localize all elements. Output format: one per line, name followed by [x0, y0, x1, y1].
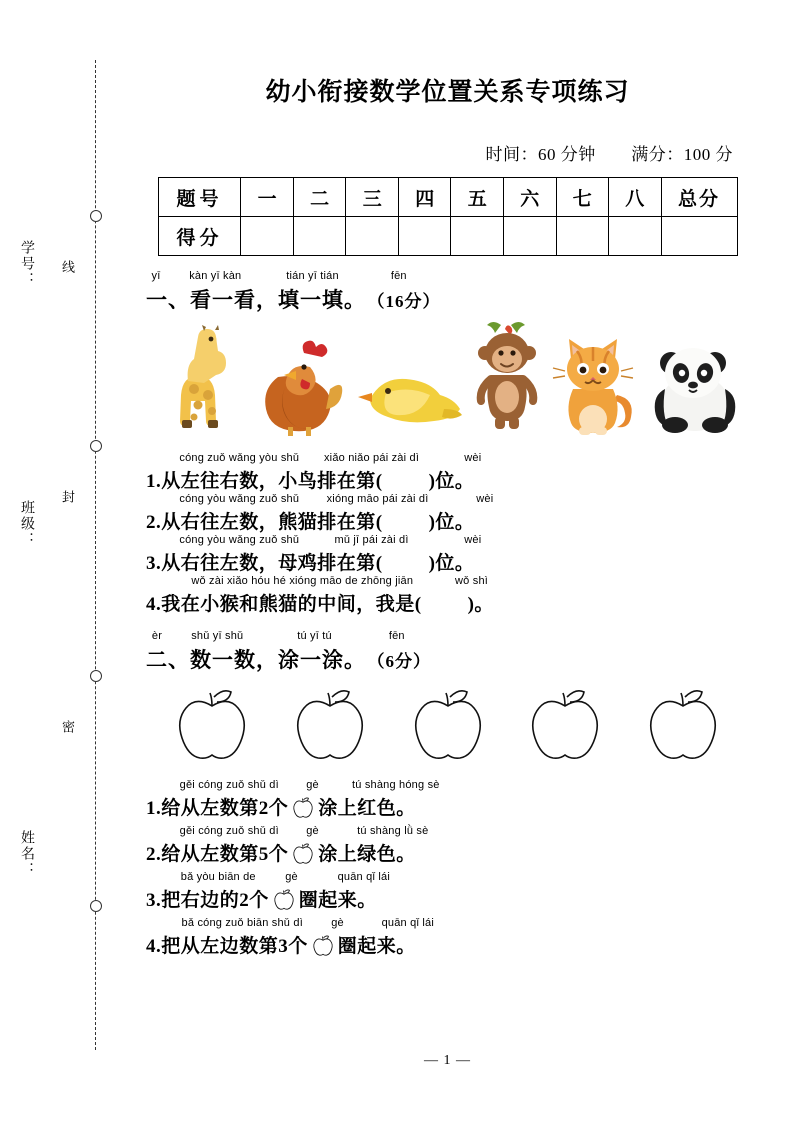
pinyin-fen: fēn	[390, 270, 407, 282]
pinyin-er: èr	[151, 630, 163, 642]
section-1-pinyin	[146, 270, 755, 284]
pinyin-q22-c: tú shàng lǜ sè	[357, 825, 429, 837]
pinyin-q22-a: gěi cóng zuǒ shǔ dì	[179, 825, 279, 837]
score-cell-3[interactable]	[346, 217, 399, 256]
question-1-4-pinyin	[146, 575, 755, 589]
pinyin-yi: yī	[151, 270, 161, 282]
question-1-4-text	[146, 589, 755, 616]
score-table-col-4: 四	[398, 178, 451, 217]
pinyin-q21-b: gè	[306, 779, 319, 791]
pinyin-q13-a: cóng yòu wǎng zuǒ shǔ	[179, 534, 300, 546]
question-1-4-suffix: )。	[467, 594, 494, 615]
question-2-2-pinyin	[146, 825, 755, 839]
margin-field-class: 班级：	[20, 500, 36, 548]
pinyin-q23-a: bǎ yòu biān de	[180, 871, 256, 883]
section-2-header	[140, 630, 755, 674]
animal-monkey	[471, 319, 543, 442]
question-1-1-text	[146, 466, 755, 493]
question-1-1-prefix: 1.从左往右数，小鸟排在第(	[146, 471, 383, 492]
question-2-4-suffix: 圈起来。	[337, 936, 416, 957]
question-2-3-pinyin	[146, 871, 755, 885]
seal-char-feng: 封	[60, 490, 75, 505]
binding-hole-1	[90, 210, 102, 222]
binding-hole-4	[90, 900, 102, 912]
pinyin-kanyikan: kàn yī kàn	[189, 270, 242, 282]
score-table-col-total: 总分	[661, 178, 737, 217]
section-1-title	[146, 284, 755, 314]
question-2-3	[146, 871, 755, 917]
seal-char-xian: 线	[60, 260, 75, 275]
question-2-4-prefix: 4.把从左边数第3个	[146, 936, 308, 957]
question-1-3-pinyin	[146, 534, 755, 548]
pinyin-q13-c: wèi	[464, 534, 482, 546]
question-1-2-prefix: 2.从右往左数，熊猫排在第(	[146, 512, 383, 533]
question-1-2-pinyin	[146, 493, 755, 507]
question-2-1-suffix: 涂上红色。	[318, 798, 416, 819]
score-table-col-6: 六	[503, 178, 556, 217]
pinyin-q24-b: gè	[331, 917, 344, 929]
question-1-3-suffix: )位。	[428, 553, 475, 574]
pinyin-q21-a: gěi cóng zuǒ shǔ dì	[179, 779, 279, 791]
apple-outline-3[interactable]	[406, 688, 490, 769]
pinyin-q11-a: cóng zuǒ wǎng yòu shǔ	[179, 452, 300, 464]
question-2-4-text	[146, 931, 755, 963]
question-2-1-pinyin	[146, 779, 755, 793]
section-1-title-text: 一、看一看，填一填。	[146, 288, 366, 312]
question-2-1-prefix: 1.给从左数第2个	[146, 798, 289, 819]
pinyin-fen-2: fēn	[388, 630, 405, 642]
score-cell-7[interactable]	[556, 217, 609, 256]
apple-outline-2[interactable]	[288, 688, 372, 769]
question-1-4-prefix: 4.我在小猴和熊猫的中间，我是(	[146, 594, 422, 615]
pinyin-q11-c: wèi	[464, 452, 482, 464]
score-table-col-7: 七	[556, 178, 609, 217]
pinyin-q21-c: tú shàng hóng sè	[351, 779, 440, 791]
section-2-title-text: 二、数一数，涂一涂。	[146, 648, 366, 672]
full-score-label: 满分：100 分	[631, 145, 733, 164]
exam-meta	[140, 140, 755, 165]
question-1-2-suffix: )位。	[428, 512, 475, 533]
apple-outline-1[interactable]	[170, 688, 254, 769]
question-1-2-text	[146, 507, 755, 534]
pinyin-q12-b: xióng māo pái zài dì	[326, 493, 429, 505]
margin-field-student-number: 学号：	[20, 240, 36, 288]
apple-row	[170, 688, 725, 769]
question-2-3-suffix: 圈起来。	[298, 890, 377, 911]
score-cell-8[interactable]	[609, 217, 662, 256]
seal-char-mi: 密	[60, 720, 75, 735]
animal-row	[158, 322, 741, 442]
question-2-3-text	[146, 885, 755, 917]
question-1-4	[146, 575, 755, 616]
section-1-score: （16分）	[376, 292, 441, 311]
animal-bird	[352, 365, 464, 442]
apple-icon-inline-1	[291, 803, 315, 824]
score-table-score-row	[158, 217, 737, 256]
score-table-col-5: 五	[451, 178, 504, 217]
pinyin-tuyitu: tú yī tú	[297, 630, 332, 642]
score-table-col-3: 三	[346, 178, 399, 217]
animal-panda	[645, 341, 741, 442]
score-cell-5[interactable]	[451, 217, 504, 256]
score-cell-2[interactable]	[293, 217, 346, 256]
score-table-col-8: 八	[609, 178, 662, 217]
question-1-3	[146, 534, 755, 575]
animal-giraffe	[158, 325, 244, 442]
pinyin-q14-b: wǒ shì	[455, 575, 489, 587]
score-cell-total[interactable]	[661, 217, 737, 256]
score-cell-6[interactable]	[503, 217, 556, 256]
binding-hole-2	[90, 440, 102, 452]
score-table-label-question-no: 题号	[158, 178, 241, 217]
apple-outline-5[interactable]	[641, 688, 725, 769]
pinyin-q24-a: bǎ cóng zuǒ biān shǔ dì	[181, 917, 303, 929]
pinyin-q24-c: quān qǐ lái	[381, 917, 434, 929]
time-label: 时间：60 分钟	[485, 145, 596, 164]
section-2-pinyin	[146, 630, 755, 644]
score-table-col-2: 二	[293, 178, 346, 217]
question-2-4-pinyin	[146, 917, 755, 931]
pinyin-q13-b: mǔ jī pái zài dì	[334, 534, 409, 546]
question-1-1	[146, 452, 755, 493]
section-2-questions	[140, 779, 755, 963]
question-1-2	[146, 493, 755, 534]
pinyin-q22-b: gè	[306, 825, 319, 837]
page-number: — 1 —	[424, 1053, 471, 1068]
worksheet-page	[140, 0, 755, 1121]
score-cell-4[interactable]	[398, 217, 451, 256]
question-1-3-prefix: 3.从右往左数，母鸡排在第(	[146, 553, 383, 574]
pinyin-q12-a: cóng yòu wǎng zuǒ shǔ	[179, 493, 300, 505]
section-2-score: （6分）	[376, 652, 431, 671]
question-2-2-text	[146, 839, 755, 871]
score-table	[158, 177, 738, 256]
question-2-1-text	[146, 793, 755, 825]
score-table-label-score: 得分	[158, 217, 241, 256]
question-1-3-text	[146, 548, 755, 575]
pinyin-q11-b: xiǎo niǎo pái zài dì	[323, 452, 420, 464]
question-2-3-prefix: 3.把右边的2个	[146, 890, 269, 911]
question-1-1-suffix: )位。	[428, 471, 475, 492]
apple-icon-inline-2	[291, 849, 315, 870]
score-table-col-1: 一	[241, 178, 294, 217]
pinyin-q14-a: wǒ zài xiǎo hóu hé xióng māo de zhōng jiān	[191, 575, 414, 587]
page-title: 幼小衔接数学位置关系专项练习	[265, 79, 630, 106]
margin-field-name: 姓名：	[20, 830, 36, 878]
question-2-1	[146, 779, 755, 825]
pinyin-shuyishu: shǔ yī shǔ	[191, 630, 244, 642]
score-cell-1[interactable]	[241, 217, 294, 256]
apple-icon-inline-4	[311, 941, 335, 962]
pinyin-q23-c: quān qǐ lái	[337, 871, 390, 883]
section-1-questions	[140, 452, 755, 616]
question-2-2	[146, 825, 755, 871]
question-2-2-suffix: 涂上绿色。	[318, 844, 416, 865]
apple-icon-inline-3	[272, 895, 296, 916]
binding-hole-3	[90, 670, 102, 682]
score-table-header-row	[158, 178, 737, 217]
animal-cat	[551, 333, 637, 442]
pinyin-tianyitian: tián yī tián	[286, 270, 339, 282]
question-1-1-pinyin	[146, 452, 755, 466]
apple-outline-4[interactable]	[523, 688, 607, 769]
section-2-title	[146, 644, 755, 674]
pinyin-q23-b: gè	[285, 871, 298, 883]
animal-hen	[252, 337, 344, 442]
question-2-4	[146, 917, 755, 963]
question-2-2-prefix: 2.给从左数第5个	[146, 844, 289, 865]
section-1-header	[140, 270, 755, 314]
pinyin-q12-c: wèi	[476, 493, 494, 505]
